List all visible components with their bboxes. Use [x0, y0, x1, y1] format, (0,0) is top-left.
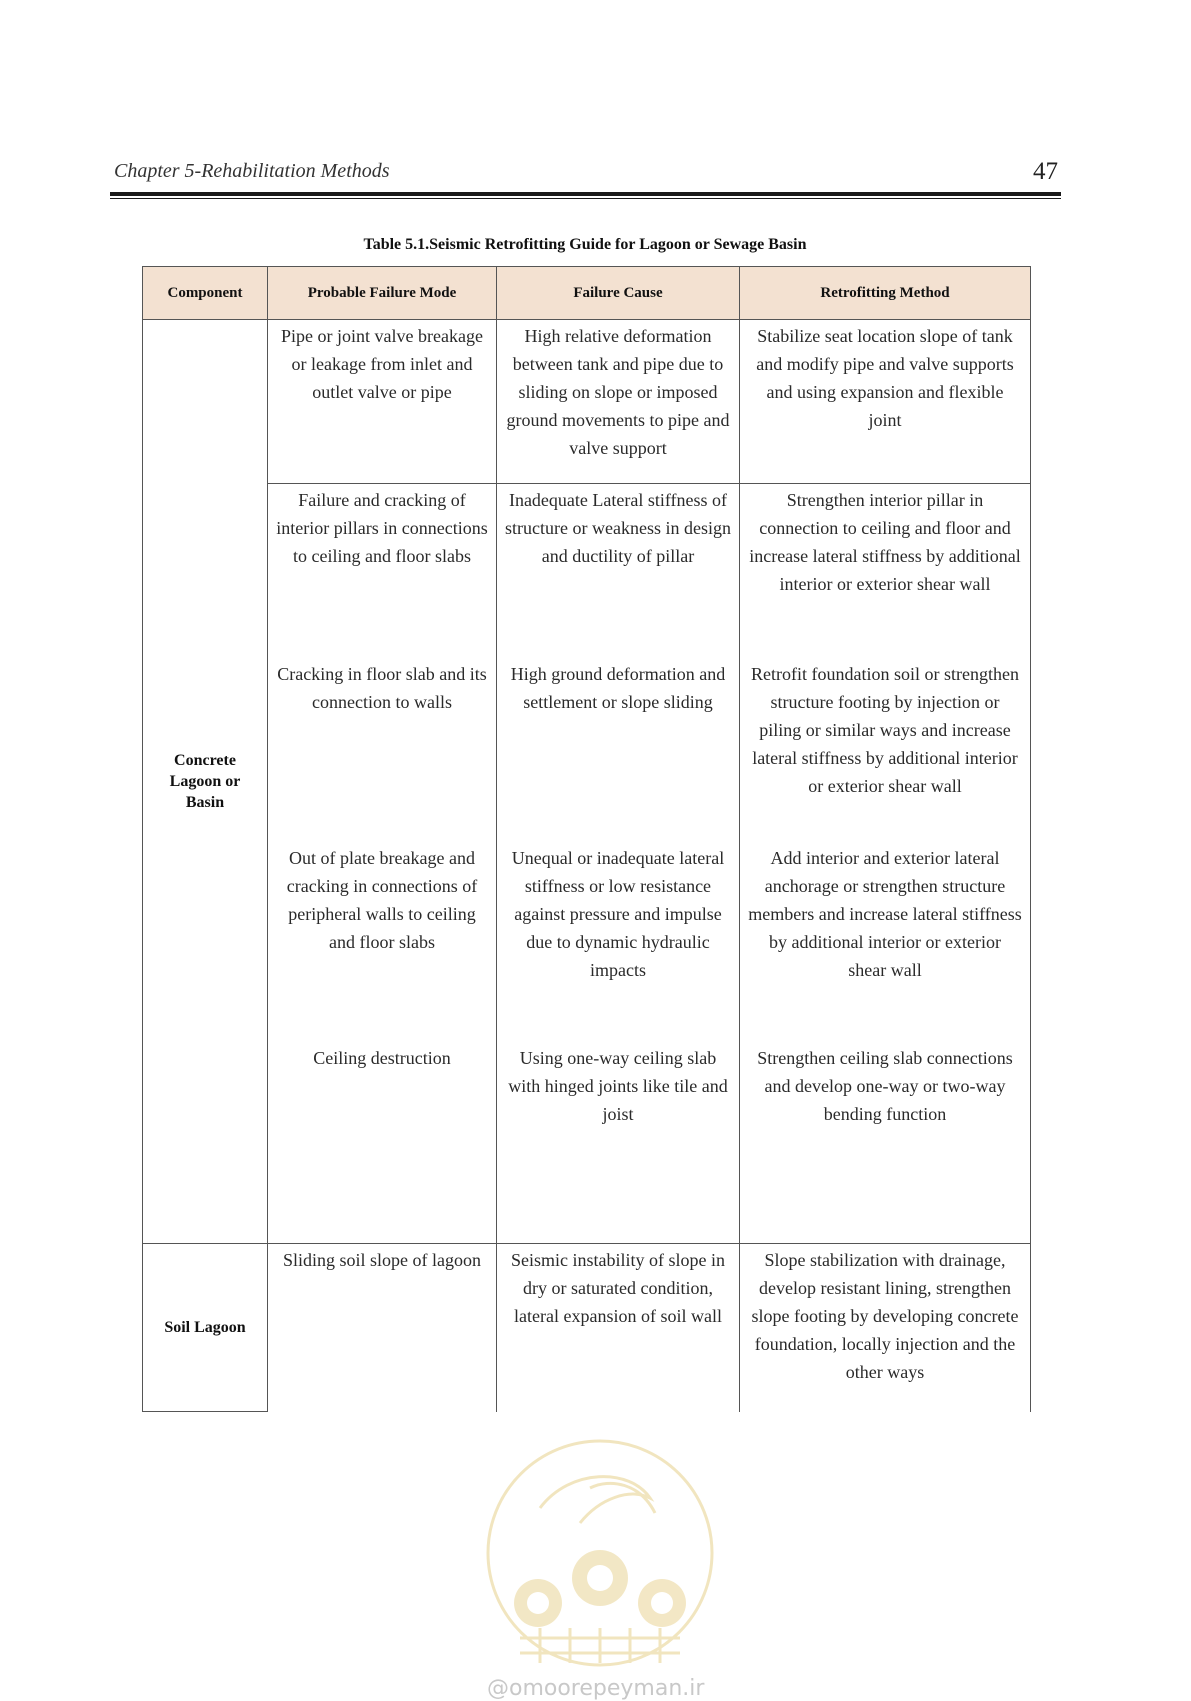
- header-rule-thick: [110, 192, 1061, 196]
- failure-mode-cell: Sliding soil slope of lagoon: [268, 1244, 497, 1412]
- failure-cause-cell: Seismic instability of slope in dry or saturated condition, lateral expansion of soil wall: [497, 1244, 740, 1412]
- failure-cause-cell: High relative deformation between tank and pipe due to sliding on slope or imposed ground movements to pipe and valve support: [497, 320, 740, 484]
- table-caption: Table 5.1.Seismic Retrofitting Guide for Lagoon or Sewage Basin: [363, 236, 807, 253]
- table-row: [143, 320, 1031, 484]
- column-header-retrofitting-method: Retrofitting Method: [740, 267, 1031, 320]
- retrofitting-method-cell: Retrofit foundation soil or strengthen structure footing by injection or piling or similar ways and increase lateral stiffness by additional interior or exterior shear wall: [740, 658, 1031, 842]
- watermark-text: @omoorepeyman.ir: [487, 1676, 705, 1701]
- retrofitting-method-cell: Strengthen ceiling slab connections and develop one-way or two-way bending function: [740, 1042, 1031, 1244]
- failure-cause-cell: High ground deformation and settlement or slope sliding: [497, 658, 740, 842]
- component-cell-soil: Soil Lagoon: [143, 1244, 268, 1412]
- retrofitting-method-cell: Slope stabilization with drainage, develop resistant lining, strengthen slope footing by developing concrete foundation, locally injection and the other ways: [740, 1244, 1031, 1412]
- retrofitting-table: [142, 266, 1031, 1412]
- failure-mode-cell: Failure and cracking of interior pillars in connections to ceiling and floor slabs: [268, 484, 497, 658]
- failure-mode-cell: Cracking in floor slab and its connection to walls: [268, 658, 497, 842]
- retrofitting-method-cell: Strengthen interior pillar in connection to ceiling and floor and increase lateral stiffness by additional interior or exterior shear wall: [740, 484, 1031, 658]
- table-header-row: [143, 267, 1031, 320]
- page-number: 47: [1033, 158, 1058, 185]
- watermark-logo: [480, 1428, 720, 1688]
- table-row: [143, 1244, 1031, 1412]
- failure-mode-cell: Out of plate breakage and cracking in connections of peripheral walls to ceiling and floor slabs: [268, 842, 497, 1042]
- table-row: [143, 1042, 1031, 1244]
- table-row: [143, 842, 1031, 1042]
- failure-cause-cell: Unequal or inadequate lateral stiffness or low resistance against pressure and impulse due to dynamic hydraulic impacts: [497, 842, 740, 1042]
- running-header: [112, 158, 1060, 190]
- header-rule-thin: [110, 198, 1061, 199]
- failure-mode-cell: Pipe or joint valve breakage or leakage from inlet and outlet valve or pipe: [268, 320, 497, 484]
- failure-cause-cell: Using one-way ceiling slab with hinged joints like tile and joist: [497, 1042, 740, 1244]
- table-row: [143, 484, 1031, 658]
- failure-mode-cell: Ceiling destruction: [268, 1042, 497, 1244]
- table-row: [143, 658, 1031, 842]
- retrofitting-method-cell: Stabilize seat location slope of tank and modify pipe and valve supports and using expansion and flexible joint: [740, 320, 1031, 484]
- column-header-component: Component: [143, 267, 268, 320]
- column-header-failure-cause: Failure Cause: [497, 267, 740, 320]
- chapter-title: Chapter 5-Rehabilitation Methods: [114, 160, 390, 182]
- component-cell-concrete: Concrete Lagoon or Basin: [143, 320, 268, 1244]
- column-header-failure-mode: Probable Failure Mode: [268, 267, 497, 320]
- failure-cause-cell: Inadequate Lateral stiffness of structure or weakness in design and ductility of pillar: [497, 484, 740, 658]
- retrofitting-method-cell: Add interior and exterior lateral anchorage or strengthen structure members and increase lateral stiffness by additional interior or exterior shear wall: [740, 842, 1031, 1042]
